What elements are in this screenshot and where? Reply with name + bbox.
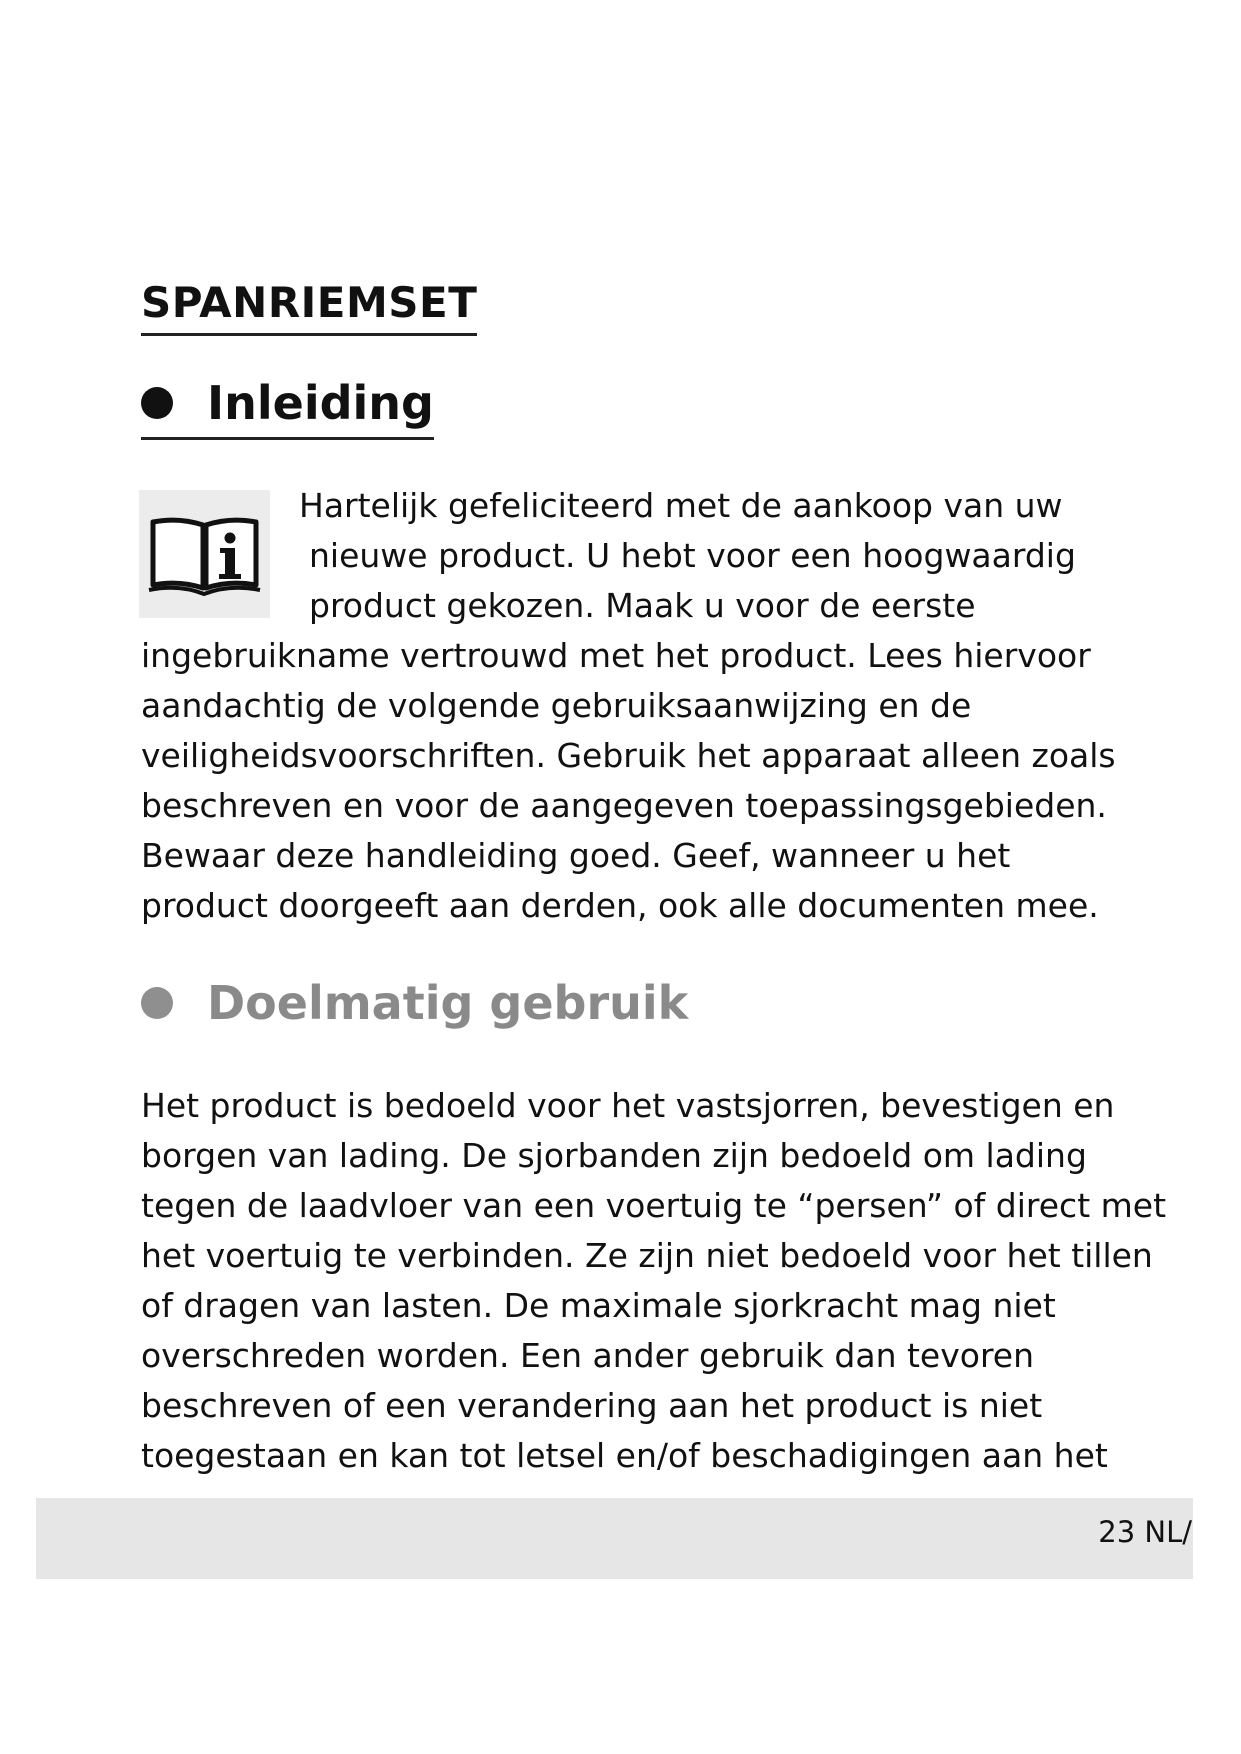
page-number: 23 NL/ [1098, 1515, 1192, 1549]
paragraph-line: overschreden worden. Een ander gebruik dan tevoren [141, 1336, 1034, 1375]
paragraph-line: toegestaan en kan tot letsel en/of beschadigingen aan het [141, 1436, 1108, 1475]
paragraph-line: Het product is bedoeld voor het vastsjorren, bevestigen en [141, 1086, 1115, 1125]
paragraph-line: product gekozen. Maak u voor de eerste [309, 586, 976, 625]
paragraph-line: product doorgeeft aan derden, ook alle documenten mee. [141, 886, 1099, 925]
paragraph-line: veiligheidsvoorschriften. Gebruik het apparaat alleen zoals [141, 736, 1116, 775]
section-heading-label: Inleiding [207, 376, 434, 430]
paragraph-line: tegen de laadvloer van een voertuig te “persen” of direct met [141, 1186, 1167, 1225]
paragraph-line: beschreven en voor de aangegeven toepassingsgebieden. [141, 786, 1107, 825]
paragraph-line: Hartelijk gefeliciteerd met de aankoop van uw [299, 486, 1063, 525]
section-heading-doelmatig-gebruik [141, 973, 688, 1033]
intended-use-paragraph [141, 1081, 1166, 1481]
paragraph-line: beschreven of een verandering aan het product is niet [141, 1386, 1043, 1425]
bullet-icon [141, 387, 173, 419]
document-title: SPANRIEMSET [141, 275, 477, 336]
paragraph-line: of dragen van lasten. De maximale sjorkracht mag niet [141, 1286, 1056, 1325]
paragraph-line: ingebruikname vertrouwd met het product. Lees hiervoor [141, 636, 1091, 675]
paragraph-line: Bewaar deze handleiding goed. Geef, wanneer u het [141, 836, 1011, 875]
bullet-icon [141, 987, 173, 1019]
paragraph-line: het voertuig te verbinden. Ze zijn niet bedoeld voor het tillen [141, 1236, 1153, 1275]
paragraph-line: nieuwe product. U hebt voor een hoogwaardig [309, 536, 1076, 575]
paragraph-line: borgen van lading. De sjorbanden zijn bedoeld om lading [141, 1136, 1087, 1175]
footer-bar [36, 1498, 1193, 1579]
section-heading-label: Doelmatig gebruik [207, 976, 689, 1030]
intro-paragraph [141, 481, 1116, 931]
section-heading-inleiding [141, 373, 434, 440]
paragraph-line: aandachtig de volgende gebruiksaanwijzing en de [141, 686, 972, 725]
